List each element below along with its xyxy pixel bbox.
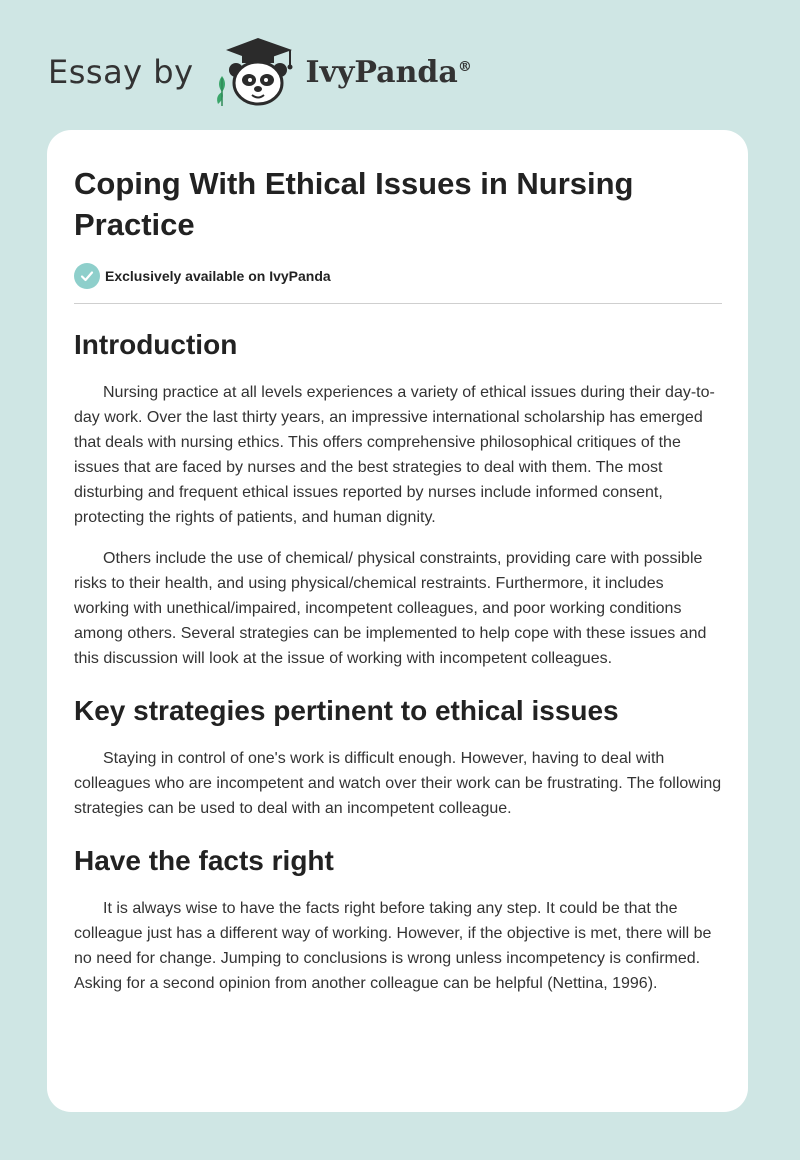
paragraph: Others include the use of chemical/ physical constraints, providing care with possible risks to their health, and using physical/chemical restraints. Furthermore, it includes working with unethical/impaired, incompetent colleagues, and poor working conditions among others. Several strategies can be implemented to help cope with these issues and this discussion will look at the issue of working with incompetent colleagues. <box>74 550 707 667</box>
exclusive-badge <box>74 263 722 289</box>
brand-prefix: Essay by <box>48 53 194 91</box>
check-icon <box>74 263 100 289</box>
exclusive-label: Exclusively available on IvyPanda <box>105 268 331 284</box>
section-heading-key-strategies: Key strategies pertinent to ethical issues <box>74 695 619 726</box>
paragraph: Nursing practice at all levels experiences a variety of ethical issues during their day-to-day work. Over the last thirty years, an impressive international scholarship has emerged that deals with nursing ethics. This offers comprehensive philosophical critiques of the issues that are faced by nurses and the best strategies to deal with them. The most disturbing and frequent ethical issues reported by nurses include informed consent, protecting the rights of patients, and human dignity. <box>74 384 715 526</box>
brand-header[interactable] <box>48 36 472 108</box>
paragraph: Staying in control of one's work is difficult enough. However, having to deal with colleagues who are incompetent and watch over their work can be frustrating. The following strategies can be used to deal with an incompetent colleague. <box>74 750 722 817</box>
essay-card <box>47 130 748 1112</box>
ivy-leaf-icon <box>217 76 225 106</box>
brand-name: IvyPanda® <box>305 54 472 90</box>
essay-content <box>74 163 722 996</box>
section-heading-facts: Have the facts right <box>74 845 334 876</box>
section-heading-introduction: Introduction <box>74 329 238 360</box>
page-title: Coping With Ethical Issues in Nursing Practice <box>74 166 634 242</box>
panda-graduate-icon <box>212 36 304 108</box>
divider <box>74 303 722 304</box>
paragraph: It is always wise to have the facts right before taking any step. It could be that the colleague just has a different way of working. However, if the objective is met, there will be no need for change. Jumping to conclusions is wrong unless incompetency is confirmed. Asking for a second opinion from another colleague can be helpful (Nettina, 1996). <box>74 900 712 992</box>
